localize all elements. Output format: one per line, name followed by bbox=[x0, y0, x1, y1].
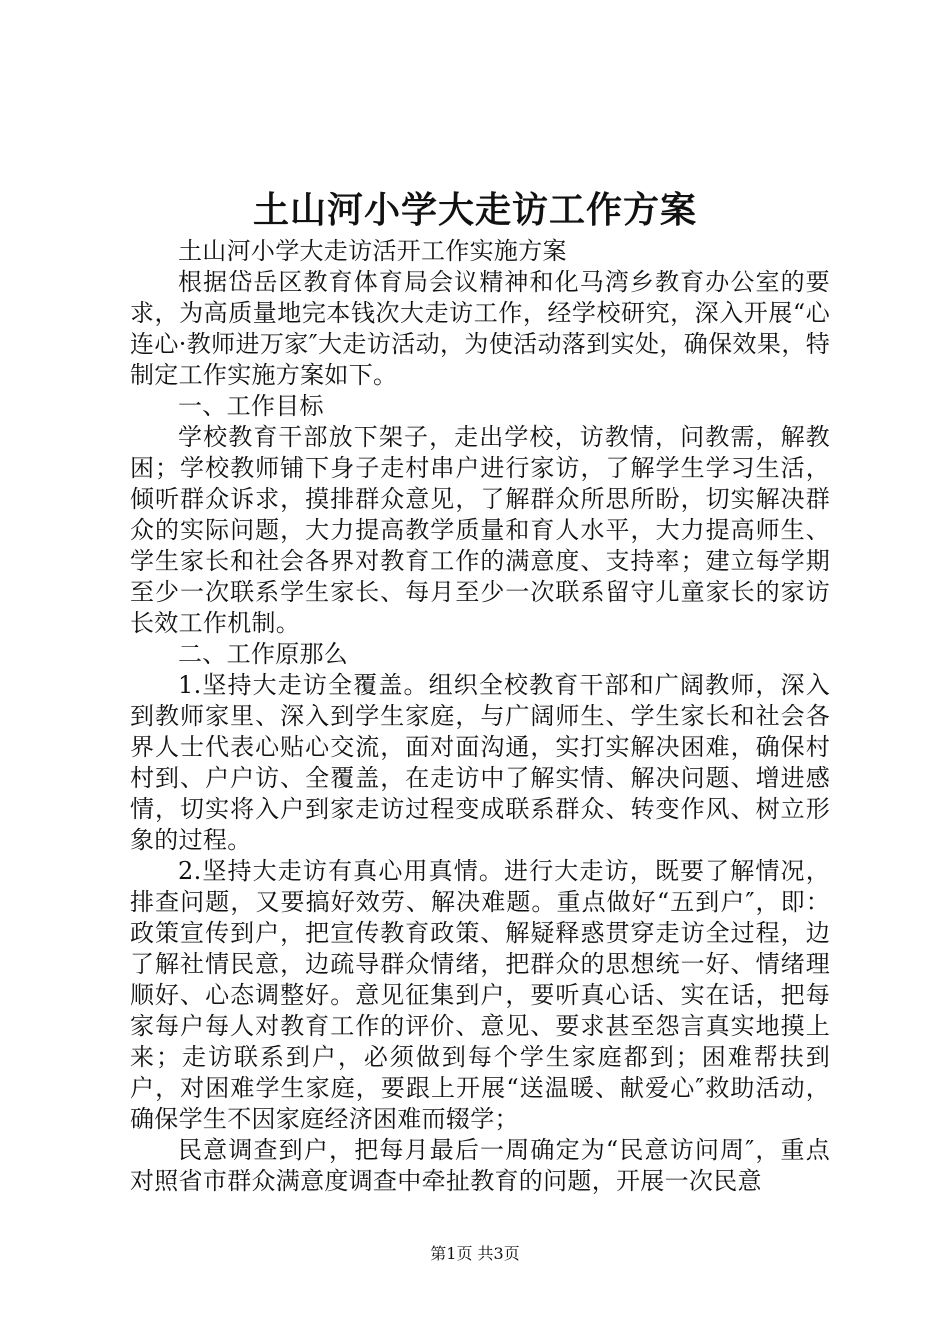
document-title: 土山河小学大走访工作方案 bbox=[252, 189, 697, 231]
page-footer: 第1页 共3页 bbox=[430, 1244, 520, 1263]
paragraph-subtitle: 土山河小学大走访活开工作实施方案 bbox=[178, 237, 567, 265]
section-heading-goals: 一、工作目标 bbox=[178, 392, 324, 420]
paragraph-intro: 根据岱岳区教育体育局会议精神和化马湾乡教育办公室的要求，为高质量地完本钱次大走访工作，经学校研究，深入开展“心连心·教师进万家″大走访活动，为使活动落到实处，确保效果，特制定工作实施方案如下。 bbox=[130, 268, 830, 389]
document-body bbox=[130, 236, 830, 1197]
section-heading-principles: 二、工作原那么 bbox=[178, 640, 349, 668]
paragraph-goals: 学校教育干部放下架子，走出学校，访教情，问教需，解教困；学校教师铺下身子走村串户进行家访，了解学生学习生活，倾听群众诉求，摸排群众意见，了解群众所思所盼，切实解决群众的实际问题，大力提高教学质量和育人水平，大力提高师生、学生家长和社会各界对教育工作的满意度、支持率；建立每学期至少一次联系学生家长、每月至少一次联系留守儿童家长的家访长效工作机制。 bbox=[130, 423, 830, 637]
paragraph-principle-2: 2.坚持大走访有真心用真情。进行大走访，既要了解情况，排查问题，又要搞好效劳、解决难题。重点做好“五到户″，即：政策宣传到户，把宣传教育政策、解疑释惑贯穿走访全过程，边了解社情民意，边疏导群众情绪，把群众的思想统一好、情绪理顺好、心态调整好。意见征集到户，要听真心话、实在话，把每家每户每人对教育工作的评价、意见、要求甚至怨言真实地摸上来；走访联系到户，必须做到每个学生家庭都到；困难帮扶到户，对困难学生家庭，要跟上开展“送温暖、献爱心″救助活动，确保学生不因家庭经济困难而辍学； bbox=[130, 857, 830, 1133]
paragraph-principle-1: 1.坚持大走访全覆盖。组织全校教育干部和广阔教师，深入到教师家里、深入到学生家庭，与广阔师生、学生家长和社会各界人士代表心贴心交流，面对面沟通，实打实解决困难，确保村村到、户户访、全覆盖，在走访中了解实情、解决问题、增进感情，切实将入户到家走访过程变成联系群众、转变作风、树立形象的过程。 bbox=[130, 671, 830, 854]
paragraph-survey: 民意调查到户，把每月最后一周确定为“民意访问周″，重点对照省市群众满意度调查中牵扯教育的问题，开展一次民意 bbox=[130, 1136, 830, 1195]
